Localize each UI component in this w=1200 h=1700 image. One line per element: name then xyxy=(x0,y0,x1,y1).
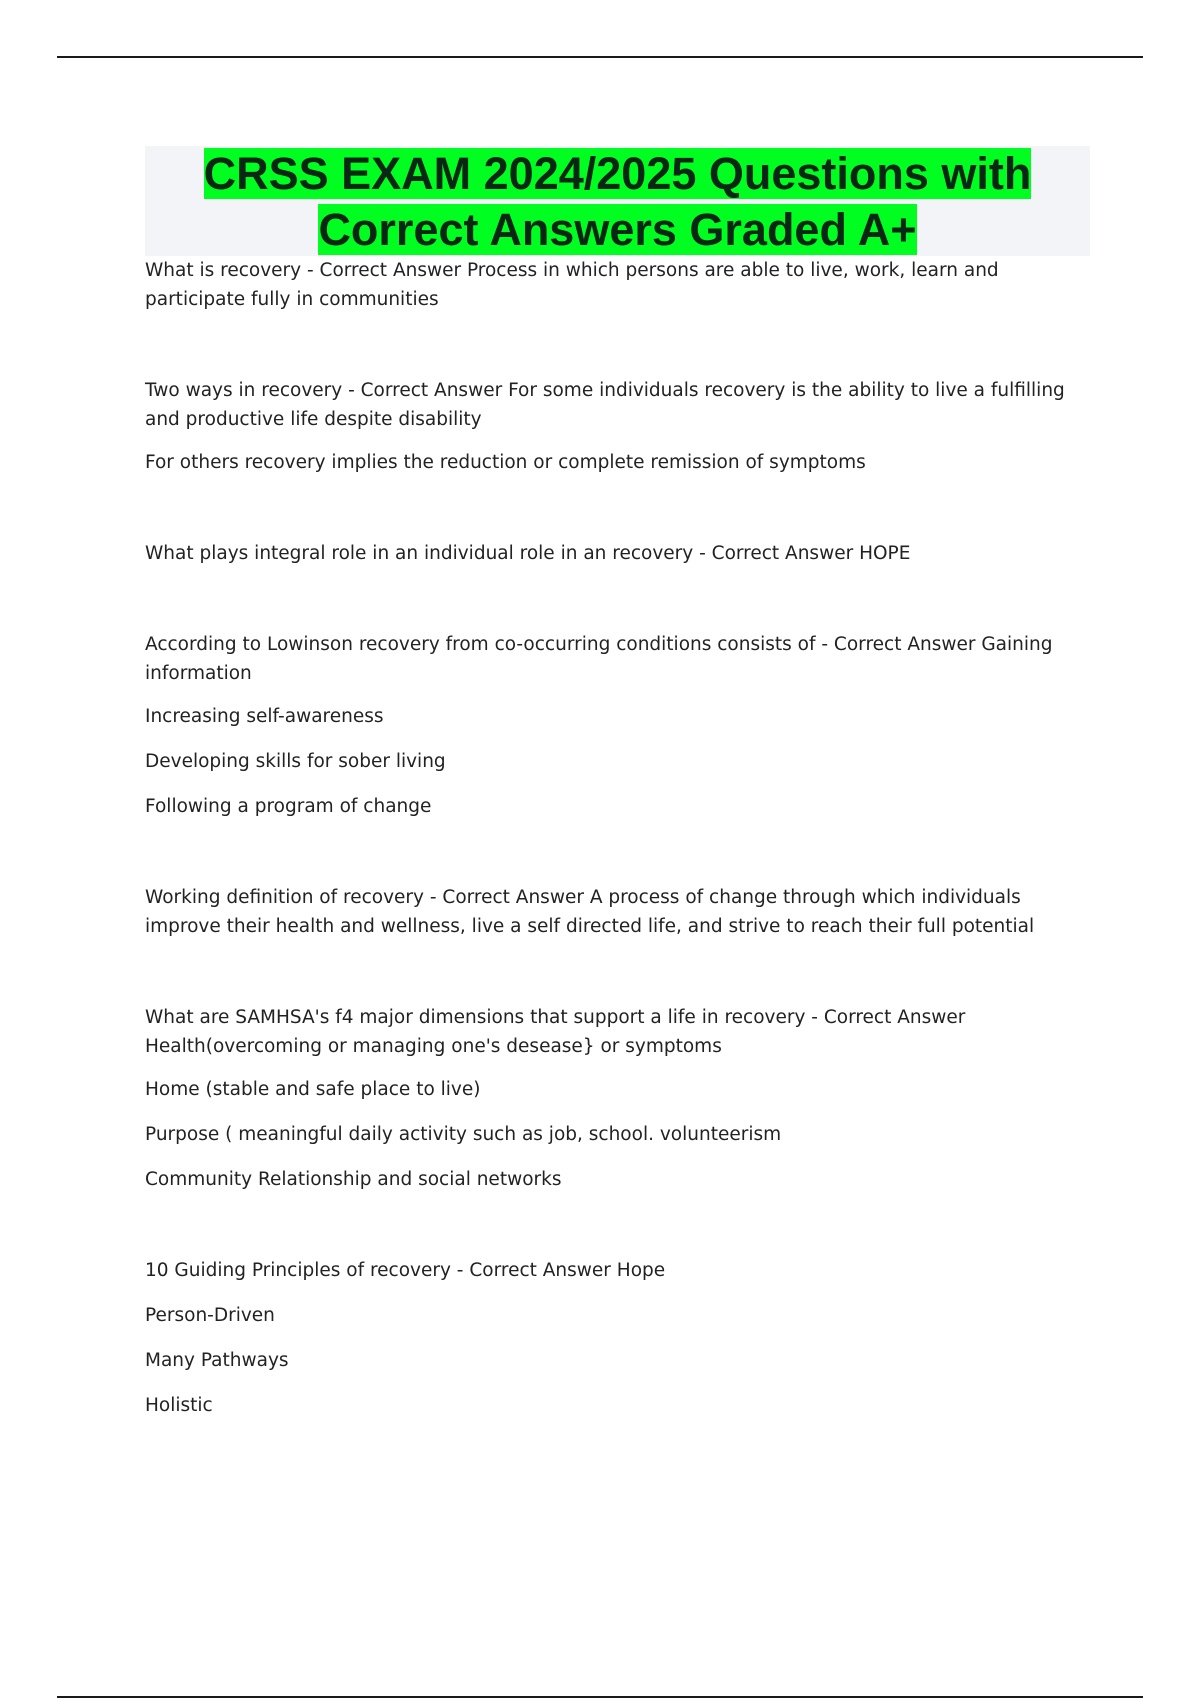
document-title xyxy=(145,146,1090,256)
top-rule xyxy=(57,56,1143,58)
question-answer: 10 Guiding Principles of recovery - Correct Answer Hope xyxy=(145,1260,666,1281)
answer-line: Home (stable and safe place to live) xyxy=(145,1079,481,1100)
answer-line: Following a program of change xyxy=(145,796,432,817)
title-line-1: CRSS EXAM 2024/2025 Questions with xyxy=(203,148,1032,199)
answer-line: Purpose ( meaningful daily activity such as job, school. volunteerism xyxy=(145,1124,782,1145)
question-answer: Two ways in recovery - Correct Answer For some individuals recovery is the ability to live a fulfilling and productive life despite disability xyxy=(145,380,1065,430)
question-answer: What are SAMHSA's f4 major dimensions that support a life in recovery - Correct Answer Health(overcoming or managing one's desease} or symptoms xyxy=(145,1007,966,1057)
answer-line: For others recovery implies the reduction or complete remission of symptoms xyxy=(145,452,866,473)
answer-line: Increasing self-awareness xyxy=(145,706,384,727)
question-answer: According to Lowinson recovery from co-occurring conditions consists of - Correct Answer Gaining information xyxy=(145,634,1053,684)
question-answer: What plays integral role in an individual role in an recovery - Correct Answer HOPE xyxy=(145,543,911,564)
answer-line: Many Pathways xyxy=(145,1350,289,1371)
title-line-2: Correct Answers Graded A+ xyxy=(318,204,917,255)
answer-line: Holistic xyxy=(145,1395,213,1416)
answer-line: Community Relationship and social networks xyxy=(145,1169,562,1190)
document-body xyxy=(145,256,1090,1420)
question-answer: Working definition of recovery - Correct Answer A process of change through which individuals improve their health and wellness, live a self directed life, and strive to reach their full potential xyxy=(145,887,1035,937)
bottom-rule xyxy=(57,1696,1143,1698)
answer-line: Person-Driven xyxy=(145,1305,275,1326)
question-answer: What is recovery - Correct Answer Process in which persons are able to live, work, learn and participate fully in communities xyxy=(145,260,999,310)
answer-line: Developing skills for sober living xyxy=(145,751,446,772)
